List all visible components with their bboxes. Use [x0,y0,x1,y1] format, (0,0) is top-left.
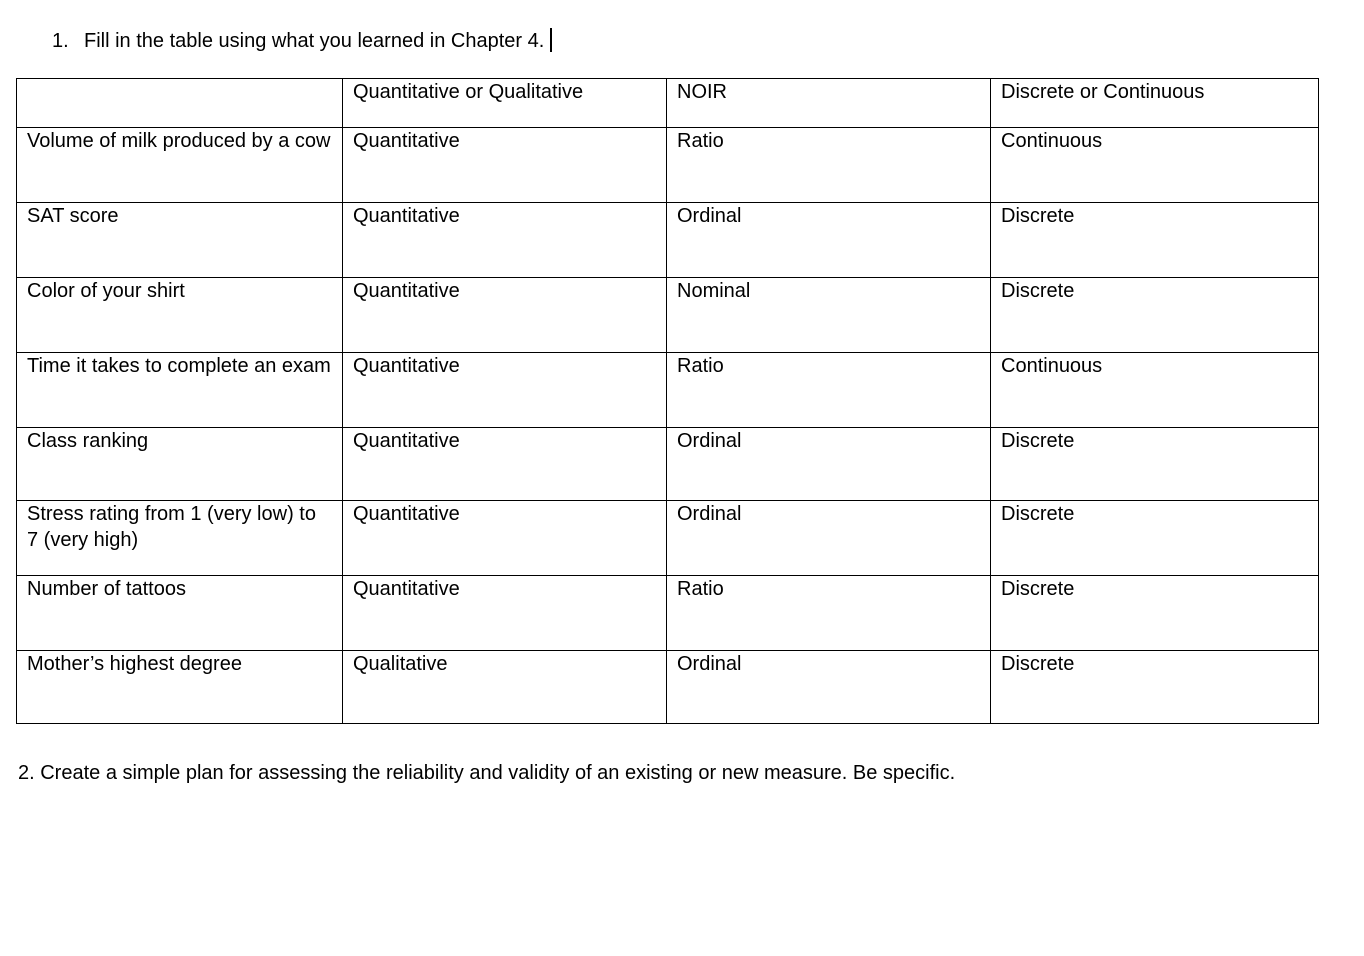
variable-cell[interactable]: SAT score [17,203,343,278]
discreteness-cell[interactable]: Discrete [991,576,1319,651]
type-cell[interactable]: Quantitative [343,203,667,278]
header-cell-noir[interactable]: NOIR [667,79,991,128]
discreteness-cell[interactable]: Discrete [991,651,1319,724]
noir-cell[interactable]: Ordinal [667,428,991,501]
table-header-row [17,79,1319,128]
header-cell-discrete-continuous[interactable]: Discrete or Continuous [991,79,1319,128]
discreteness-cell[interactable]: Continuous [991,353,1319,428]
question-1-text: Fill in the table using what you learned in Chapter 4. [84,30,545,52]
noir-cell[interactable]: Ordinal [667,501,991,576]
type-cell[interactable]: Quantitative [343,278,667,353]
discreteness-cell[interactable]: Continuous [991,128,1319,203]
noir-cell[interactable]: Ratio [667,353,991,428]
discreteness-cell[interactable]: Discrete [991,428,1319,501]
classification-table [16,78,1319,724]
variable-cell[interactable]: Number of tattoos [17,576,343,651]
noir-cell[interactable]: Ordinal [667,651,991,724]
question-2: 2. Create a simple plan for assessing the reliability and validity of an existing or new measure. Be specific. [18,762,956,784]
discreteness-cell[interactable]: Discrete [991,278,1319,353]
type-cell[interactable]: Quantitative [343,428,667,501]
noir-cell[interactable]: Ordinal [667,203,991,278]
type-cell[interactable]: Quantitative [343,501,667,576]
variable-cell[interactable]: Color of your shirt [17,278,343,353]
variable-cell[interactable]: Time it takes to complete an exam [17,353,343,428]
table-row [17,428,1319,501]
noir-cell[interactable]: Ratio [667,128,991,203]
header-cell-quant-qual[interactable]: Quantitative or Qualitative [343,79,667,128]
table-row [17,128,1319,203]
discreteness-cell[interactable]: Discrete [991,203,1319,278]
question-1-number: 1. [52,30,69,52]
table-row [17,203,1319,278]
variable-cell[interactable]: Stress rating from 1 (very low) to 7 (very high) [17,501,343,576]
type-cell[interactable]: Quantitative [343,576,667,651]
variable-cell[interactable]: Class ranking [17,428,343,501]
variable-cell[interactable]: Mother’s highest degree [17,651,343,724]
table-row [17,651,1319,724]
type-cell[interactable]: Qualitative [343,651,667,724]
question-1 [52,28,552,54]
type-cell[interactable]: Quantitative [343,353,667,428]
variable-cell[interactable]: Volume of milk produced by a cow [17,128,343,203]
type-cell[interactable]: Quantitative [343,128,667,203]
table-row [17,576,1319,651]
header-cell-variable[interactable] [17,79,343,128]
table-row [17,353,1319,428]
noir-cell[interactable]: Ratio [667,576,991,651]
noir-cell[interactable]: Nominal [667,278,991,353]
text-cursor [550,28,552,52]
table-row [17,501,1319,576]
table-row [17,278,1319,353]
discreteness-cell[interactable]: Discrete [991,501,1319,576]
